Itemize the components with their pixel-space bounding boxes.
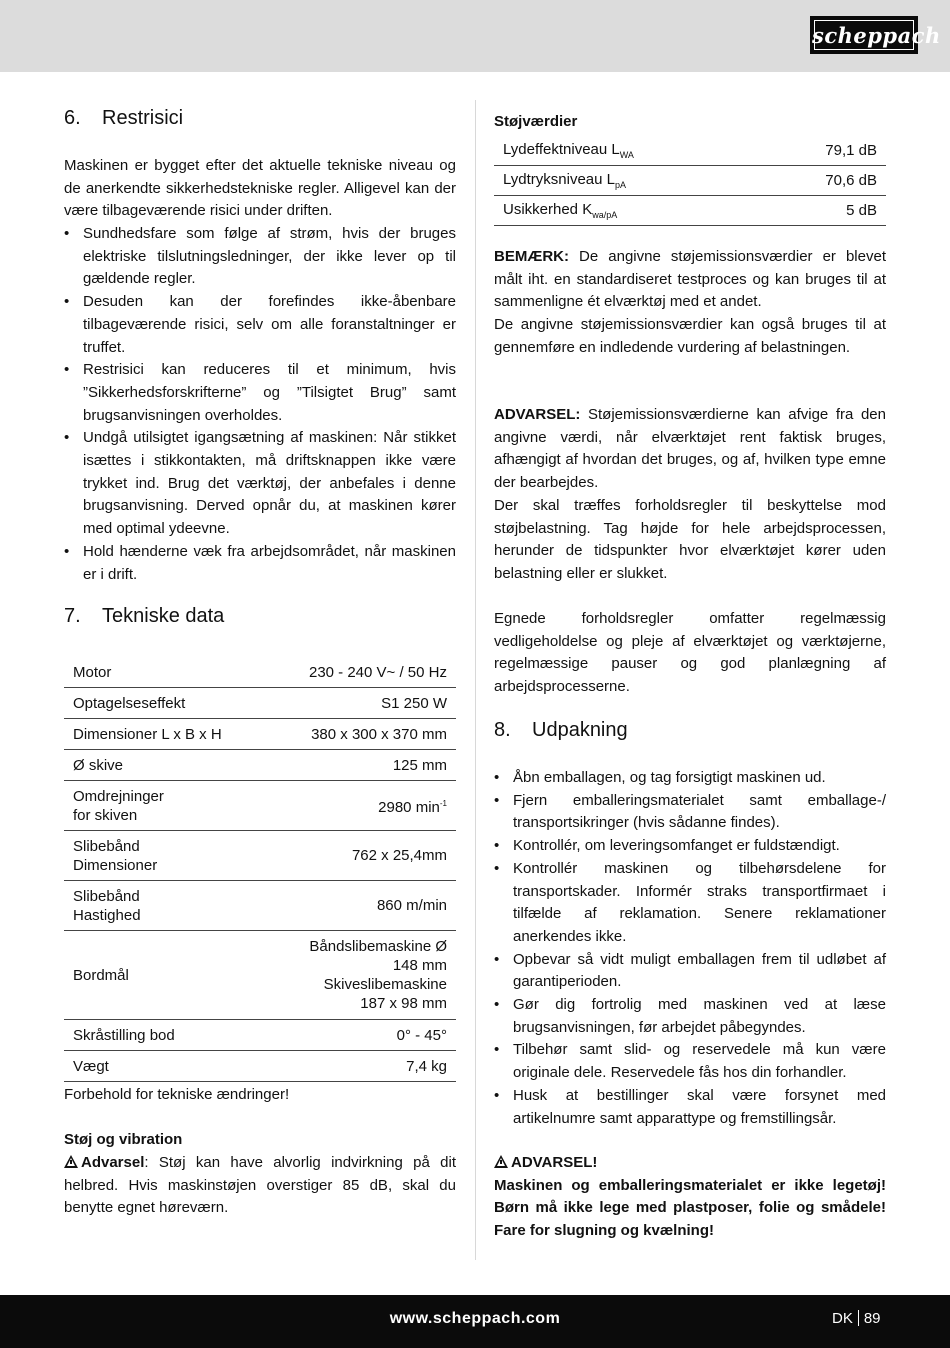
spec-value: 762 x 25,4mm — [266, 831, 456, 881]
advarsel-text-2: Der skal træffes forholdsregler til beskyttelse mod støjbelastning. Tag højde for hele arbejdsprocessen, herunder de tidspunkter hvor elværktøjet kører uden belastning eller er slukket. — [494, 496, 886, 582]
noise-advarsel — [494, 404, 886, 586]
table-row — [64, 1020, 456, 1051]
section-6-intro: Maskinen er bygget efter det aktuelle tekniske niveau og de anerkendte sikkerhedstekniske regler. Alligevel kan der være tilbageværende risici under driften. — [64, 157, 456, 220]
spec-value: 125 mm — [266, 750, 456, 781]
section-title: Udpakning — [532, 719, 628, 741]
spec-label: Optagelseseffekt — [64, 688, 266, 719]
note-label: BEMÆRK: — [494, 248, 569, 265]
spec-label: Ø skive — [64, 750, 266, 781]
section-8-bullet-list — [494, 767, 886, 1130]
spec-value: 2980 $\min^{-1}$ — [266, 781, 456, 831]
table-row — [64, 750, 456, 781]
advarsel-text: Støjemissionsværdierne kan afvige fra den angivne værdi, når elværktøjet rent faktisk bruges, afhængigt af hvordan det bruges, og af, hvilken type emne der bearbejdes. — [494, 406, 886, 492]
table-row — [64, 831, 456, 881]
noise-label: Usikkerhed $K_{wa/pA}$ — [494, 196, 761, 226]
spec-value: Båndslibemaskine Ø 148 mm Skiveslibemaskine 187 x 98 mm — [266, 931, 456, 1020]
technical-data-table — [64, 657, 456, 1082]
spec-value: 860 m/min — [266, 881, 456, 931]
noise-measures: Egnede forholdsregler omfatter regelmæssig vedligeholdelse og pleje af elværktøjet og værktøjerne, regelmæssige pauser og god planlægning af arbejdsprocesserne. — [494, 610, 886, 696]
note-text: De angivne støjemissionsværdier er blevet målt iht. en standardiseret testproces og kan bruges til at sammenligne ét elværktøj med et andet. — [494, 248, 886, 311]
section-number: 6. — [64, 107, 81, 129]
spec-label: Slibebånd Hastighed — [64, 881, 266, 931]
spec-label: Vægt — [64, 1051, 266, 1082]
section-6-heading — [64, 107, 183, 130]
bullet-item: • Sundhedsfare som følge af strøm, hvis der bruges elektriske tilslutningsledninger, der ikke lever op til gældende regler. — [64, 223, 456, 291]
warning-icon — [64, 1155, 78, 1168]
table-row — [494, 166, 886, 196]
spec-value: 230 - 240 V~ / 50 Hz — [266, 657, 456, 688]
language-code: DK — [832, 1310, 853, 1327]
noise-values-heading: Støjværdier — [494, 113, 578, 130]
bullet-item: • Husk at bestillinger skal være forsynet med artikelnumre samt apparattype og fremstillingsår. — [494, 1085, 886, 1130]
spec-value: 0° - 45° — [266, 1020, 456, 1051]
spec-label: Motor — [64, 657, 266, 688]
section-8-heading — [494, 719, 628, 742]
unpacking-warning — [494, 1152, 886, 1243]
page-number: 89 — [863, 1310, 881, 1327]
spec-label: Skråstilling bod — [64, 1020, 266, 1051]
advarsel-label: ADVARSEL: — [494, 406, 581, 423]
bullet-item: • Tilbehør samt slid- og reservedele må kun være originale dele. Reservedele fås hos din forhandler. — [494, 1039, 886, 1084]
column-divider — [475, 100, 476, 1260]
bullet-item: • Desuden kan der forefindes ikke-åbenbare tilbageværende risici, selv om alle foranstaltninger er truffet. — [64, 291, 456, 359]
bullet-item: • Gør dig fortrolig med maskinen ved at læse brugsanvisningen, før arbejdet påbegyndes. — [494, 994, 886, 1039]
separator — [858, 1310, 859, 1326]
section-7-heading — [64, 605, 224, 628]
bullet-item: • Opbevar så vidt muligt emballagen frem til udløbet af garantiperioden. — [494, 949, 886, 994]
noise-note — [494, 246, 886, 360]
spec-label: Dimensioner L x B x H — [64, 719, 266, 750]
footer-bar — [0, 1295, 950, 1348]
table-row — [64, 881, 456, 931]
website-link[interactable]: www.scheppach.com — [389, 1310, 561, 1327]
noise-label: Lydeffektniveau $L_{WA}$ — [494, 136, 761, 166]
technical-reservation: Forbehold for tekniske ændringer! — [64, 1086, 290, 1103]
noise-value: 79,1 dB — [761, 136, 886, 166]
table-row — [64, 931, 456, 1020]
section-title: Restrisici — [102, 107, 184, 129]
warning-icon — [494, 1155, 508, 1168]
section-number: 8. — [494, 719, 511, 741]
spec-label: Omdrejninger for skiven — [64, 781, 266, 831]
section-number: 7. — [64, 605, 81, 627]
bullet-item: • Åbn emballagen, og tag forsigtigt maskinen ud. — [494, 767, 886, 790]
spec-value: 380 x 300 x 370 mm — [266, 719, 456, 750]
scheppach-logo: scheppach — [810, 16, 918, 54]
bullet-item: • Hold hænderne væk fra arbejdsområdet, når maskinen er i drift. — [64, 541, 456, 586]
table-row — [64, 688, 456, 719]
noise-value: 5 dB — [761, 196, 886, 226]
table-row — [64, 719, 456, 750]
warning-label: Advarsel — [81, 1154, 145, 1171]
table-row — [64, 1051, 456, 1082]
spec-value: S1 250 W — [266, 688, 456, 719]
table-row — [64, 781, 456, 831]
warning-text: Maskinen og emballeringsmaterialet er ikke legetøj! Børn må ikke lege med plastposer, folie og smådele! Fare for slugning og kvælning! — [494, 1176, 886, 1240]
spec-label: Slibebånd Dimensioner — [64, 831, 266, 881]
bullet-item: • Kontrollér, om leveringsomfanget er fuldstændigt. — [494, 835, 886, 858]
spec-label: Bordmål — [64, 931, 266, 1020]
noise-values-table — [494, 136, 886, 226]
spec-value: 7,4 kg — [266, 1051, 456, 1082]
noise-vibration-heading: Støj og vibration — [64, 1131, 183, 1148]
warning-text: : Støj kan have alvorlig indvirkning på dit helbred. Hvis maskinstøjen overstiger 85 dB, skal du benytte egnet høreværn. — [64, 1154, 456, 1217]
warning-label: ADVARSEL! — [511, 1154, 598, 1171]
noise-warning — [64, 1152, 456, 1220]
note-text-2: De angivne støjemissionsværdier kan også bruges til at gennemføre en indledende vurdering af belastningen. — [494, 316, 886, 356]
table-row — [494, 196, 886, 226]
noise-label: Lydtryksniveau $L_{pA}$ — [494, 166, 761, 196]
noise-value: 70,6 dB — [761, 166, 886, 196]
bullet-item: • Kontrollér maskinen og tilbehørsdelene for transportskader. Informér straks transportfirmaet i tilfælde af reklamation. Senere reklamationer anerkendes ikke. — [494, 858, 886, 949]
table-row — [64, 657, 456, 688]
bullet-item: • Fjern emballeringsmaterialet samt emballage-/ transportsikringer (hvis sådanne findes). — [494, 790, 886, 835]
bullet-item: • Restrisici kan reduceres til et minimum, hvis ”Sikkerhedsforskrifterne” og ”Tilsigtet Brug” samt brugsanvisningen overholdes. — [64, 359, 456, 427]
bullet-item: • Undgå utilsigtet igangsætning af maskinen: Når stikket isættes i stikkontakten, må driftsknappen ikke være trykket ind. Brug det værktøj, der anbefales i denne brugsanvisning. Derved opnår du, at maskinen kører med optimal ydeevne. — [64, 427, 456, 541]
section-title: Tekniske data — [102, 605, 225, 627]
page-indicator — [832, 1310, 881, 1327]
table-row — [494, 136, 886, 166]
header-bar — [0, 0, 950, 72]
section-6-bullet-list — [64, 223, 456, 586]
